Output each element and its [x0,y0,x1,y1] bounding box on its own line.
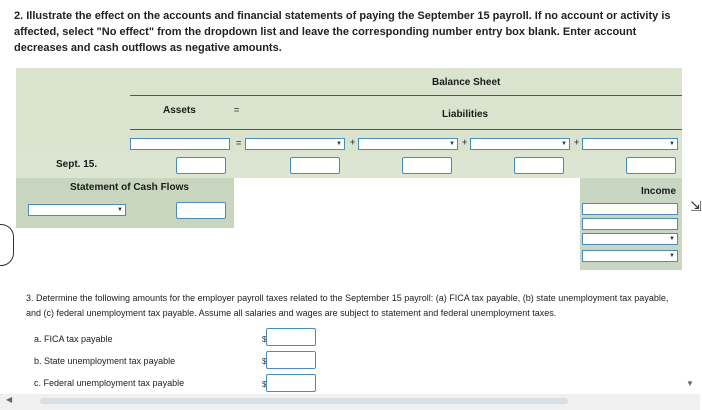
scroll-left-arrow-icon[interactable]: ◀ [6,395,13,404]
mouse-cursor-icon: ⇲ [690,198,702,214]
currency-symbol: $ [262,357,267,366]
scroll-left-button[interactable] [0,224,14,266]
assets-heading: Assets [163,105,196,116]
scrollbar-thumb[interactable] [40,398,568,404]
account-dropdown-3[interactable] [358,138,458,150]
chevron-down-icon: ▼ [669,236,675,242]
chevron-down-icon: ▼ [117,207,123,213]
account-dropdown-5[interactable] [582,138,678,150]
cash-flow-activity-dropdown[interactable] [28,204,126,216]
state-unemployment-label: b. State unemployment tax payable [34,356,176,366]
scf-heading: Statement of Cash Flows [70,182,189,193]
equals-sign: = [236,138,242,148]
federal-unemployment-label: c. Federal unemployment tax payable [34,378,185,388]
assets-amount-input[interactable] [176,157,226,174]
currency-symbol: $ [262,335,267,344]
plus-sign: + [350,137,356,147]
liabilities-heading: Liabilities [442,109,489,120]
account-dropdown-4[interactable] [470,138,570,150]
liabilities-amount-input[interactable] [290,157,340,174]
state-unemployment-input[interactable] [266,351,316,369]
income-dropdown-4[interactable] [582,250,678,262]
liabilities-account-dropdown[interactable] [245,138,345,150]
fica-tax-input[interactable] [266,328,316,346]
question-2-instructions: 2. Illustrate the effect on the accounts and financial statements of paying the September 15 payroll. If no account or activity is affected, select "No effect" from the dropdown list and leave the corresponding number entry box blank. Enter account decreases and cash outflows as negative amounts. [14,10,671,54]
divider [130,129,682,130]
chevron-down-icon: ▼ [336,141,342,147]
income-dropdown-1[interactable] [582,203,678,215]
amount-input-3[interactable] [402,157,452,174]
amount-input-5[interactable] [626,157,676,174]
chevron-down-icon: ▼ [561,141,567,147]
income-dropdown-3[interactable] [582,233,678,245]
income-heading: Income [641,186,677,197]
question-3-instructions: 3. Determine the following amounts for the employer payroll taxes related to the September 15 payroll: (a) FICA tax payable, (b) state unemployment tax payable, and (c) federal unemployment tax payable. Assume all salaries and wages are subject to statement and federal unemployment taxes. [26,293,669,318]
sept-15-row [16,152,682,178]
assets-account-dropdown[interactable] [130,138,230,150]
balance-sheet-heading: Balance Sheet [432,77,501,88]
chevron-down-icon: ▼ [669,253,675,259]
cash-flow-amount-input[interactable] [176,202,226,219]
plus-sign: + [462,137,468,147]
row-label-sept-15: Sept. 15. [56,159,98,170]
plus-sign: + [574,137,580,147]
amount-input-4[interactable] [514,157,564,174]
currency-symbol: $ [262,380,267,389]
chevron-down-icon: ▼ [449,141,455,147]
fica-label: a. FICA tax payable [34,334,113,344]
equals-sign: = [234,105,240,115]
chevron-down-icon: ▼ [669,141,675,147]
federal-unemployment-input[interactable] [266,374,316,392]
income-dropdown-2[interactable] [582,218,678,230]
scroll-down-arrow-icon[interactable]: ▼ [686,379,694,388]
divider [130,95,682,96]
